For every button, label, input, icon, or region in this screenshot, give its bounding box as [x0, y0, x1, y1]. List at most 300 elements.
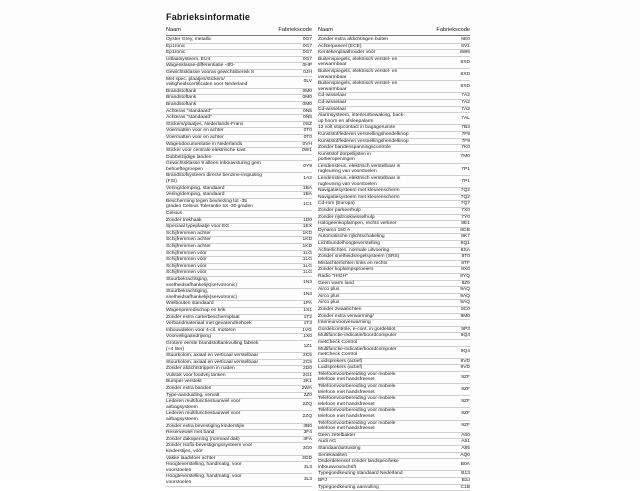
table-row [166, 257, 312, 264]
factory-code: 1T2 [303, 314, 312, 320]
factory-code: 1VG [302, 327, 312, 333]
option-name: 12 volt stopcontact in bagageruimte [318, 125, 396, 131]
option-name: Speciaal typeplaatje voor EG [166, 224, 230, 230]
factory-code: 1N3 [303, 279, 312, 285]
factory-code: 1EX [302, 224, 312, 230]
factory-code: 1X0 [303, 334, 312, 340]
table-row [166, 95, 312, 102]
table-row [166, 411, 312, 423]
option-name: Kunststof/lederen versnellingshendelknop [318, 131, 409, 137]
factory-code: 8GB [460, 227, 470, 233]
option-name: Vering/demping, standaard [166, 185, 225, 191]
factory-code: 9AQ [460, 293, 470, 299]
option-name: Brandstoftank [166, 101, 197, 107]
option-name: Navigatiesysteem met kleurenscherm [318, 188, 400, 194]
table-row [166, 277, 312, 289]
option-name: BPJ [318, 477, 327, 483]
option-name: Schijfremmen achter [166, 237, 211, 243]
factory-code: 9ZF [461, 399, 470, 405]
factory-code: 0N5 [303, 115, 312, 121]
option-name: Bumper verstekt [166, 379, 202, 385]
option-name: Zonder extra banden [166, 386, 212, 392]
factory-code: 1BA [302, 192, 312, 198]
option-name: Audi AG [318, 439, 336, 445]
factory-code: 9ZF [461, 386, 470, 392]
table-row [318, 421, 470, 433]
factory-code: 7A2 [461, 99, 470, 105]
table-row [166, 63, 312, 70]
table-row [318, 93, 470, 100]
factory-code: 7P1 [461, 178, 470, 184]
table-row [318, 384, 470, 396]
option-name: Type-aanduiding, vervalt [166, 392, 220, 398]
table-row [166, 443, 312, 455]
option-name: Schijfremmen achter [166, 230, 211, 236]
option-name: Geen zetelbakter [318, 432, 356, 438]
header-name: Naam [166, 27, 181, 33]
option-name: Ep1ronic [166, 50, 186, 56]
table-row [166, 50, 312, 57]
option-name: Navigatiesysteem met kleurenscherm [318, 194, 400, 200]
table-row [318, 241, 470, 248]
option-name: Gewichtsklasse 9 alleen inbouwsturing gem behoeftegroepen [166, 161, 261, 172]
factory-code: 1T3 [303, 321, 312, 327]
option-name: Stickers/plaatjes, Nederlands-Frans [166, 121, 244, 127]
option-name: Kunststof dorpellijsten in portieropeningen [318, 151, 372, 163]
table-row [166, 462, 312, 474]
option-name: Stuurkolom, axiaal en verticaal verstelbaar [166, 359, 259, 365]
table-row [318, 396, 470, 408]
factory-code: 2C5 [303, 359, 312, 365]
option-name: Grotere eerste brandstoftankvulling fabriek (+4 liter) [166, 340, 259, 352]
option-name: Multifunctie-indicatie/boordcomputer metCheck Control [318, 346, 397, 358]
factory-code: 8E1 [461, 221, 470, 227]
option-name: Telefoonvoorbereiding voor mobiele telefoon met handsfreeset [318, 408, 396, 420]
right-column [318, 27, 470, 491]
option-name: Voermatten voor en achter [166, 134, 224, 140]
table-row [166, 211, 312, 218]
option-name: Lichtbundelhoogteverstelling [318, 241, 380, 246]
factory-code: 0M0 [302, 88, 312, 94]
factory-code: 7X0 [461, 208, 470, 214]
option-name: Schijfremmen vóór [166, 270, 207, 276]
factory-code: 7F9 [461, 131, 470, 137]
option-name: Schijfremmen vóór [166, 263, 207, 269]
option-name: Schijfremmen achter [166, 244, 211, 249]
factory-code: 1LG [302, 250, 312, 256]
table-row [166, 77, 312, 89]
factory-code: B0A [460, 461, 470, 467]
factory-code: 7Q7 [460, 201, 470, 207]
document-title: Fabrieksinformatie [166, 12, 251, 22]
option-name: Buitenspiegels, elektrisch verstel- en verwarmbaar [318, 56, 398, 68]
factory-code: 0T0 [303, 128, 312, 134]
factory-code: 8SA [460, 247, 470, 253]
table-row [166, 237, 312, 244]
option-name: Buitenspiegels, elektrisch verstel- en verwarmbaar [318, 81, 398, 92]
option-name: Wagenklasse-differentiatie -4f0- [166, 63, 235, 69]
table-row [318, 125, 470, 132]
factory-code: 0N5 [303, 108, 312, 114]
table-row [318, 221, 470, 228]
factory-code: 9C0 [461, 306, 470, 312]
option-name: Gewichtsklasse vooras gewichtsbereik 8 [166, 69, 254, 75]
option-name: Schijfremmen vóór [166, 257, 207, 263]
left-column [166, 27, 312, 487]
header-code: Fabriekscode [278, 27, 312, 33]
option-name: Zonder bandenspanningscontrole [318, 145, 391, 151]
factory-code: 9Q4 [460, 349, 470, 355]
option-name: Telefoonvoorbereiding voor mobiele telefoon met handsfreeset [318, 396, 396, 407]
factory-code: 9VD [460, 365, 470, 371]
option-name: Mistachterlichten links en rechts [318, 260, 388, 266]
table-row [318, 81, 470, 93]
option-name: Zonder rijstrookwisselhulp [318, 214, 375, 220]
option-name: Achteras "standaard" [166, 108, 212, 114]
factory-code: 1BA [302, 185, 312, 191]
table-row [318, 152, 470, 164]
option-name: Zonder afdichtstrippen in ruiden [166, 366, 235, 372]
table-row [318, 408, 470, 420]
factory-code: B13 [461, 471, 470, 477]
option-name: Telefoonvoorbereiding voor mobiele telefoon met handsfreeset [318, 384, 396, 395]
table-row [318, 439, 470, 446]
factory-code: 8TF [461, 260, 470, 266]
option-name: Brandstoftank [166, 88, 197, 94]
option-name: Achterpaneel (ECE) [318, 43, 362, 49]
table-row [166, 224, 312, 231]
table-row [318, 333, 470, 340]
table-row [166, 135, 312, 142]
factory-code: 2ZQ [302, 402, 312, 408]
table-row [166, 474, 312, 486]
factory-code: 7F9 [461, 138, 470, 144]
table-row [166, 366, 312, 373]
factory-code: 7Y0 [461, 214, 470, 220]
factory-code: 1A2 [303, 176, 312, 182]
option-name: Typegoedkeuring aanvulling [318, 484, 379, 490]
table-header [318, 27, 470, 36]
option-name: Zonder trekhaak [166, 217, 202, 223]
option-name: Cd-wisselaar [318, 99, 347, 105]
table-row [318, 365, 470, 372]
table-row [166, 386, 312, 393]
option-name: Vakke laadvloer achter [166, 455, 216, 461]
factory-code: 1KD [302, 230, 312, 236]
factory-code: 9Q4 [460, 333, 470, 339]
factory-code: 7A2 [461, 106, 470, 112]
factory-code: 0M0 [302, 101, 312, 107]
option-name: Airco plus [318, 287, 340, 293]
header-name: Naam [318, 27, 333, 33]
factory-code: 0LV [303, 79, 312, 85]
option-name: metCheck Control [318, 339, 358, 345]
option-name: Telefoonvoorbereiding voor mobiele telefoon met handsfreeset [318, 371, 396, 383]
factory-code: 7Q2 [460, 194, 470, 200]
factory-code: 7A2 [461, 93, 470, 99]
table-row [166, 399, 312, 411]
table-row [166, 70, 312, 77]
table-row [318, 188, 470, 195]
factory-code: 1S1 [303, 307, 312, 313]
option-name: Zonder koplampsproeiers [318, 267, 374, 273]
factory-code: 1N3 [303, 291, 312, 297]
factory-code: 0M0 [302, 95, 312, 101]
table-row [318, 294, 470, 301]
factory-code: B3J [461, 477, 470, 483]
option-name: Zonder dakopening (normaal dak) [166, 436, 240, 442]
factory-code: 1D0 [303, 217, 312, 223]
table-row [166, 161, 312, 173]
factory-code: 0T0 [303, 134, 312, 140]
table-row [166, 173, 312, 185]
factory-code: 7P1 [461, 166, 470, 172]
table-header [166, 27, 312, 36]
table-row [166, 289, 312, 301]
factory-code: 9ZF [461, 374, 470, 380]
factory-code: 2WA [301, 386, 312, 392]
option-name: Airco plus [318, 300, 340, 306]
table-row [318, 340, 470, 347]
factory-code: 0VH [302, 141, 312, 147]
option-name: Kentekenplaathouder vóór [318, 50, 376, 56]
option-name: Stuurbekrachtiging, snelheidsafhankelijk(servotronic) [166, 289, 237, 300]
table-row [318, 69, 470, 81]
option-name: Lendensteun, elektrisch verstelbaar in rugleuning van voorstoelen [318, 176, 401, 187]
option-name: Onderdelenset zonder landspecifieke inbouwvoorschrift [318, 459, 399, 470]
factory-code: 9AQ [460, 287, 470, 293]
option-name: Alarmsysteem, interieurbewaking, back- up hoorn en afsleepalarm [318, 113, 405, 124]
factory-code: 9ZF [461, 423, 470, 429]
factory-code: 1Z1 [303, 343, 312, 349]
factory-code: 7K0 [461, 145, 470, 151]
table-row [318, 145, 470, 152]
table-row [318, 485, 470, 491]
option-name: Hoogteverstelling, handmatig, voor voorstoelen [166, 474, 242, 485]
table-row [166, 334, 312, 341]
table-row [166, 321, 312, 328]
option-name: Zonder parkeerhulp [318, 208, 361, 214]
option-name: Luidsprekers (actief) [318, 365, 363, 371]
table-row [318, 176, 470, 188]
factory-code: 6W6 [459, 50, 470, 56]
table-body [318, 37, 470, 491]
factory-code: 2C5 [303, 353, 312, 359]
factory-code: 2ZQ [302, 414, 312, 420]
factory-code: 7M0 [460, 154, 470, 160]
table-row [318, 372, 470, 384]
option-name: Zonder zwaailichten [318, 306, 362, 312]
option-name: Lederen multifunctiestuurwiel voor airbagsysteem [166, 399, 241, 410]
option-name: Gordelcontrole, e-cont. in gordelslot [318, 326, 396, 332]
table-row [318, 234, 470, 241]
table-row [318, 459, 470, 471]
option-name: Buitenspiegels, elektrisch verstel- en verwarmbaar [318, 68, 398, 80]
table-row [166, 148, 312, 155]
option-name: Cd-rom (Europa) [318, 201, 355, 207]
option-name: Lederen multifunctiestuurwiel voor airbagsysteem [166, 411, 241, 423]
factory-code: 6V1 [461, 43, 470, 49]
option-name: Airco plus [318, 293, 340, 299]
table-row [166, 308, 312, 315]
factory-code: 0G7 [302, 37, 312, 42]
option-name: Halogeenkoplampen, rechts verkeer [318, 221, 397, 227]
table-row [318, 347, 470, 359]
factory-code: 1LG [302, 263, 312, 269]
factory-code: 8YQ [460, 273, 470, 279]
factory-code: 6E0 [461, 37, 470, 42]
option-name: Luidsprekers (actief) [318, 358, 363, 364]
factory-code: 9P3 [461, 326, 470, 332]
header-code: Fabriekscode [436, 27, 470, 33]
option-name: Sticker voor centrale elektrische kast [166, 148, 246, 154]
option-name: Celsius [166, 211, 183, 217]
table-row [318, 433, 470, 440]
option-name: Vulstuk voor loodvrij tanken [166, 372, 226, 378]
option-name: Zonder extra afdichtingen buiten [318, 37, 389, 42]
table-row [166, 37, 312, 44]
option-name: Uitlaatsysteem, EU4 [166, 56, 211, 62]
table-row [318, 100, 470, 107]
table-row [318, 50, 470, 57]
factory-code: 8X0 [461, 267, 470, 273]
table-row [318, 37, 470, 44]
option-name: Inbouwdelen voor 4-cil. motoren [166, 327, 236, 333]
table-row [318, 57, 470, 69]
table-row [318, 267, 470, 274]
table-row [318, 132, 470, 139]
factory-code: 7Q2 [460, 188, 470, 194]
option-name: Zonder snelheidsregelsysteem (SRS) [318, 254, 400, 260]
table-row [166, 301, 312, 308]
option-name: Brandstoftank [166, 95, 197, 101]
option-name: Wielbouten standaard [166, 301, 214, 307]
option-name: Brandstofsysteem directe benzine-inspuiting (FSI) [166, 173, 262, 185]
table-row [166, 102, 312, 109]
factory-code: 9VD [460, 358, 470, 364]
option-name: Reservewiel met band [166, 430, 215, 436]
table-body [166, 37, 312, 487]
option-name: Cd-wisselaar [318, 106, 347, 112]
option-name: Achterlichten, normale uitvoering [318, 247, 390, 253]
table-row [166, 44, 312, 51]
factory-code: 1KD [302, 244, 312, 249]
table-row [318, 281, 470, 288]
factory-code: 0G7 [302, 43, 312, 49]
table-row [166, 430, 312, 437]
factory-code: 1PA [303, 301, 312, 307]
factory-code: 6XD [460, 71, 470, 77]
factory-code: 0G7 [302, 56, 312, 62]
table-row [318, 478, 470, 485]
option-name: Cd-wisselaar [318, 93, 347, 99]
table-row [166, 244, 312, 251]
factory-code: 0SZ [303, 121, 312, 127]
option-name: Seriekwaliteit [318, 452, 347, 458]
factory-code: 2G1 [302, 372, 312, 378]
option-name: Wagendocumentatie in Nederlands [166, 141, 243, 147]
factory-code: 9M0 [460, 313, 470, 319]
factory-code: 1KD [302, 237, 312, 243]
option-name: Interieurvoorverwarming [318, 320, 371, 326]
factory-code: A00 [461, 432, 470, 438]
table-row [318, 300, 470, 307]
table-row [166, 115, 312, 122]
factory-code: 2Z0 [303, 392, 312, 398]
table-row [166, 353, 312, 360]
factory-code: 3L3 [303, 464, 312, 470]
factory-code: 7B3 [461, 125, 470, 131]
table-row [318, 208, 470, 215]
option-name: Bescherming tegen bevriezing tot -35 graden Celsius Tolerantie tot -30 graden [166, 198, 253, 210]
table-row [318, 113, 470, 125]
option-name: Geen warm land [318, 280, 354, 286]
table-row [166, 192, 312, 199]
table-row [318, 164, 470, 176]
factory-code: A85 [461, 446, 470, 451]
factory-code: 1LG [302, 270, 312, 276]
factory-code: 3G0 [302, 446, 312, 452]
factory-code: 2K1 [303, 379, 312, 385]
option-name: Radio "HIGH" [318, 273, 348, 279]
factory-code: 1LG [302, 257, 312, 263]
option-name: Oyster Grey, metallic [166, 37, 212, 42]
option-name: Standaarduitrusting [318, 446, 361, 451]
factory-code: 0HP [302, 63, 312, 69]
table-row [318, 274, 470, 281]
option-name: Vering/demping, standaard [166, 192, 225, 198]
option-name: Voorveiligaandrijving [166, 334, 211, 340]
table-row [318, 471, 470, 478]
factory-code: 8T0 [461, 254, 470, 260]
factory-code: 0Y9 [303, 164, 312, 170]
option-name: Zonder extra carterbeschermplaat [166, 314, 240, 320]
factory-code: 3B0 [303, 423, 312, 429]
factory-code: 0W1 [301, 148, 312, 154]
factory-code: 3L3 [303, 477, 312, 483]
factory-code: 7AL [461, 115, 470, 121]
factory-code: 3GD [301, 455, 312, 461]
factory-code: 3FA [303, 436, 312, 442]
option-name: Typegoedkeuring standaard Nederland [318, 471, 403, 477]
table-row [166, 270, 312, 277]
factory-code: 1C1 [303, 201, 312, 207]
option-name: Ep1ronic [166, 43, 186, 49]
table-row [166, 128, 312, 135]
option-name: Zonder extra bevestiging kinderstijle [166, 423, 245, 429]
option-name: Dubbelzijdige landen [166, 154, 212, 160]
factory-code: 2D0 [303, 366, 312, 372]
option-name: Voermatten voor en achter [166, 128, 224, 134]
factory-code: C1B [460, 484, 470, 490]
table-row [318, 307, 470, 314]
factory-code: 8Z5 [461, 280, 470, 286]
option-name: Zonder Isofix-bevestigingssysteem voor kinderstijes, vóór [166, 443, 253, 454]
option-name: Stuurkolom, axiaal en verticaal verstelbaar [166, 353, 259, 359]
option-name: Telefoonvoorbereiding voor mobiele telefoon met handsfreeset [318, 420, 396, 432]
table-row [166, 199, 312, 211]
factory-code: 9ZF [461, 411, 470, 417]
option-name: Dynamo 150 A [318, 227, 351, 233]
option-name: Stuurbekrachtiging, snelheidsafhankelijk(servotronic) [166, 276, 237, 288]
option-name: Wagenpreredischap en krik [166, 307, 226, 313]
option-name: Schijfremmen vóór [166, 250, 207, 256]
option-name: Kunststof/lederen versnellingshendelknop [318, 138, 409, 144]
option-name: Automatische rijlichtschakeling [318, 234, 385, 240]
table-row [166, 341, 312, 353]
option-name: Multifunctie-indicatie/boordcomputer [318, 333, 397, 339]
factory-code: 6XD [460, 59, 470, 65]
